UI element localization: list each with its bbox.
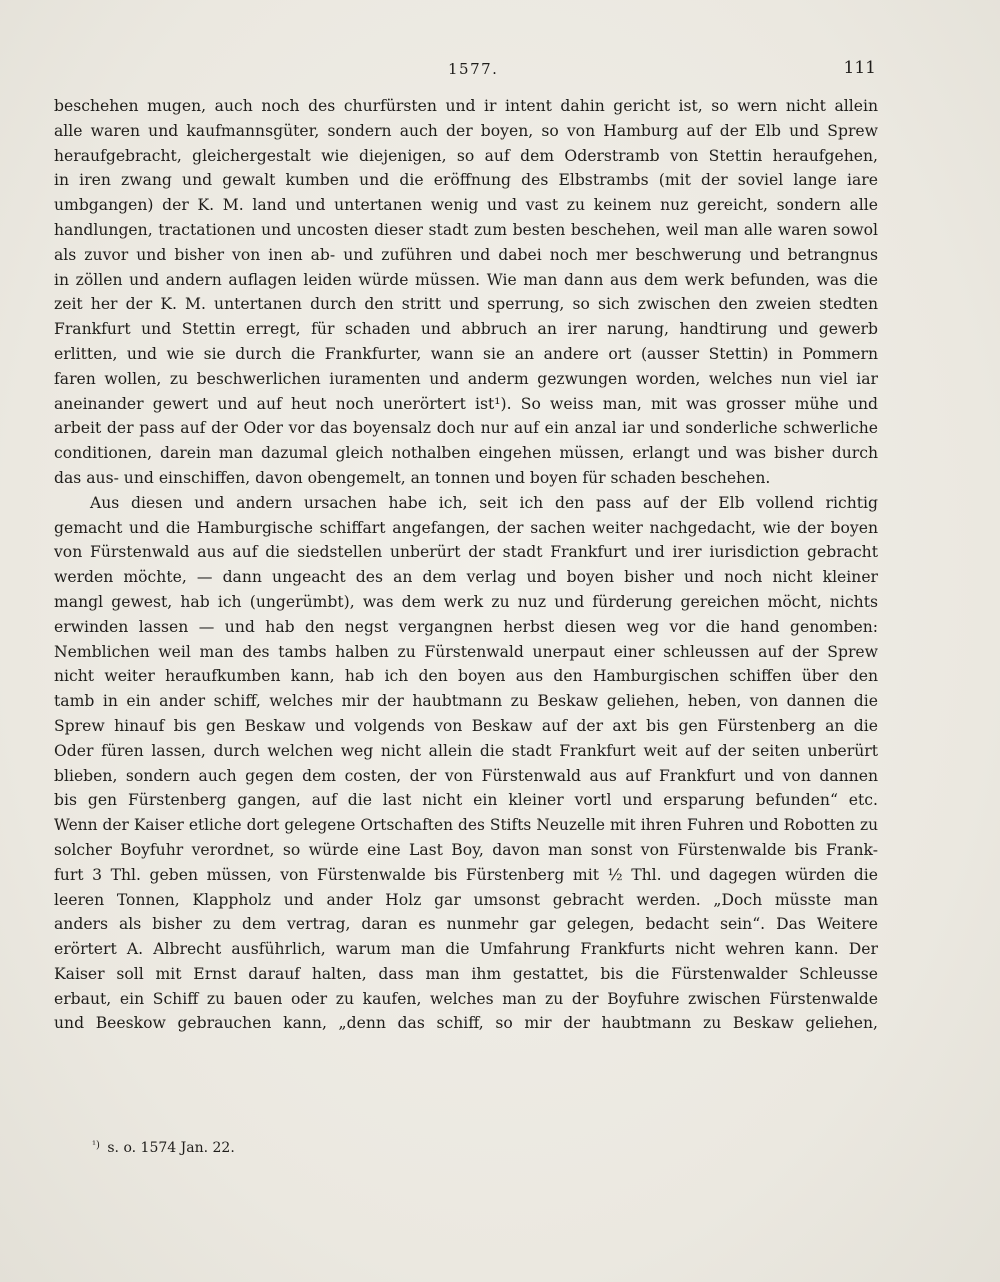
text-line: erörtert A. Albrecht ausführlich, warum man die Umfahrung Frankfurts nicht wehren kann. Der (54, 940, 878, 959)
text-line: erlitten, und wie sie durch die Frankfurter, wann sie an andere ort (ausser Stettin) in Pommern (54, 344, 878, 363)
text-line: faren wollen, zu beschwerlichen iuramenten und anderm gezwungen worden, welches nun viel iar (54, 369, 878, 388)
text-line: als zuvor und bisher von inen ab- und zuführen und dabei noch mer beschwerung und betrangnus (54, 245, 878, 264)
text-line: aneinander gewert und auf heut noch unerörtert ist¹). So weiss man, mit was grosser mühe und (54, 394, 878, 413)
text-line: handlungen, tractationen und uncosten dieser stadt zum besten beschehen, weil man alle waren sowol (54, 220, 878, 239)
text-line: Aus diesen und andern ursachen habe ich, seit ich den pass auf der Elb vollend richtig (90, 493, 878, 512)
text-line: mangl gewest, hab ich (ungerümbt), was dem werk zu nuz und fürderung gereichen möcht, nichts (54, 592, 878, 611)
text-line: leeren Tonnen, Klappholz und ander Holz gar umsonst gebracht werden. „Doch müsste man (54, 890, 878, 909)
text-line: erwinden lassen — und hab den negst vergangnen herbst diesen weg vor die hand genomben: (54, 617, 878, 636)
footnote-marker: ¹) (92, 1140, 100, 1151)
page-number: 111 (843, 58, 876, 78)
body-text (54, 94, 878, 1036)
text-line: Frankfurt und Stettin erregt, für schaden und abbruch an irer narung, handtirung und gewerb (54, 320, 878, 339)
text-line: heraufgebracht, gleichergestalt wie diejenigen, so auf dem Oderstramb von Stettin heraufgehen, (54, 146, 878, 165)
text-line: arbeit der pass auf der Oder vor das boyensalz doch nur auf ein anzal iar und sonderliche schwerliche (54, 419, 878, 438)
text-line: tamb in ein ander schiff, welches mir der haubtmann zu Beskaw geliehen, heben, von dannen die (54, 692, 878, 711)
footnote-text: s. o. 1574 Jan. 22. (107, 1140, 235, 1156)
text-line: blieben, sondern auch gegen dem costen, der von Fürstenwald aus auf Frankfurt und von dannen (54, 766, 878, 785)
text-line: Oder füren lassen, durch welchen weg nicht allein die stadt Frankfurt weit auf der seiten unberürt (54, 741, 878, 760)
text-line: solcher Boyfuhr verordnet, so würde eine Last Boy, davon man sonst von Fürstenwalde bis Frank- (54, 840, 878, 859)
text-line: werden möchte, — dann ungeacht des an dem verlag und boyen bisher und noch nicht kleiner (54, 568, 878, 587)
text-line: in iren zwang und gewalt kumben und die eröffnung des Elbstrambs (mit der soviel lange iare (54, 171, 878, 190)
footnote (92, 1140, 235, 1156)
text-line: und Beeskow gebrauchen kann, „denn das schiff, so mir der haubtmann zu Beskaw geliehen, (54, 1014, 878, 1033)
text-line: bis gen Fürstenberg gangen, auf die last nicht ein kleiner vortl und ersparung befunden“ etc. (54, 791, 878, 810)
text-line: furt 3 Thl. geben müssen, von Fürstenwalde bis Fürstenberg mit ½ Thl. und dagegen würden die (54, 865, 878, 884)
header-year: 1577. (448, 60, 499, 78)
text-line: umbgangen) der K. M. land und untertanen wenig und vast zu keinem nuz gereicht, sondern alle (54, 196, 878, 215)
text-line: erbaut, ein Schiff zu bauen oder zu kaufen, welches man zu der Boyfuhre zwischen Fürstenwalde (54, 989, 878, 1008)
text-line: conditionen, darein man dazumal gleich nothalben eingehen müssen, erlangt und was bisher durch (54, 444, 878, 463)
text-line: beschehen mugen, auch noch des churfürsten und ir intent dahin gericht ist, so wern nicht allein (54, 97, 878, 115)
text-line: anders als bisher zu dem vertrag, daran es nunmehr gar gelegen, bedacht sein“. Das Weitere (54, 915, 878, 934)
text-line: Sprew hinauf bis gen Beskaw und volgends von Beskaw auf der axt bis gen Fürstenberg an die (54, 716, 878, 735)
text-line: in zöllen und andern auflagen leiden würde müssen. Wie man dann aus dem werk befunden, was die (54, 270, 878, 289)
text-line: alle waren und kaufmannsgüter, sondern auch der boyen, so von Hamburg auf der Elb und Sprew (54, 121, 878, 140)
text-line: das aus- und einschiffen, davon obengemelt, an tonnen und boyen für schaden beschehen. (54, 468, 771, 487)
text-line: nicht weiter heraufkumben kann, hab ich den boyen aus den Hamburgischen schiffen über den (54, 667, 878, 686)
text-line: Nemblichen weil man des tambs halben zu Fürstenwald unerpaut einer schleussen auf der Sprew (54, 642, 878, 661)
text-line: gemacht und die Hamburgische schiffart angefangen, der sachen weiter nachgedacht, wie der boyen (54, 518, 878, 537)
text-line: von Fürstenwald aus auf die siedstellen unberürt der stadt Frankfurt und irer iurisdiction gebracht (54, 543, 878, 562)
text-line: Kaiser soll mit Ernst darauf halten, dass man ihm gestattet, bis die Fürstenwalder Schleusse (54, 964, 878, 983)
text-line: Wenn der Kaiser etliche dort gelegene Ortschaften des Stifts Neuzelle mit ihren Fuhren und Robotten zu (54, 816, 878, 835)
text-line: zeit her der K. M. untertanen durch den stritt und sperrung, so sich zwischen den zweien stedten (54, 295, 878, 314)
